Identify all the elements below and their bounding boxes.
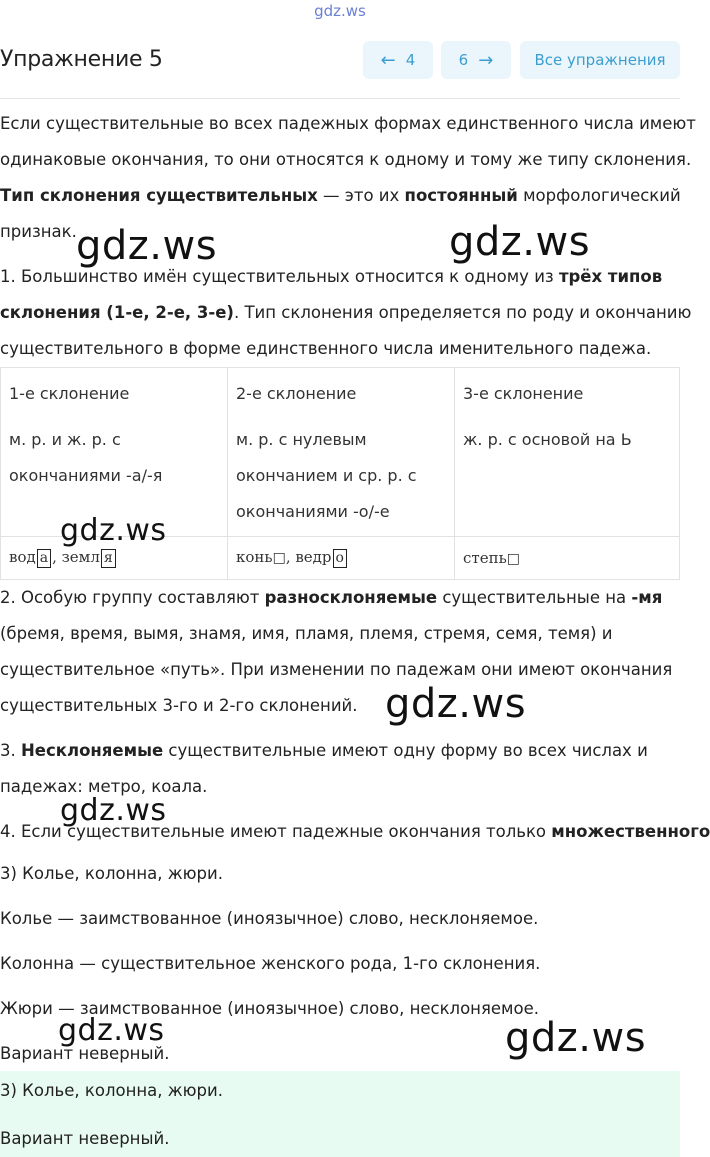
ending-box: я: [101, 549, 116, 568]
term-three-types: трёх типов: [558, 267, 663, 286]
intro-text: — это их: [317, 186, 405, 205]
rule2-line-1: [0, 580, 680, 616]
rule-text: 3.: [0, 741, 21, 760]
ending-box: о: [333, 549, 347, 568]
term-indeclinable: Несклоняемые: [21, 741, 164, 760]
rule1-line-3: существительного в форме единственного числа именительного падежа.: [0, 339, 652, 358]
table-cell-declension-3: [455, 368, 680, 537]
prev-exercise-button[interactable]: [363, 41, 433, 79]
watermark: gdz.ws: [76, 223, 218, 269]
answer-explanation-1: Колье — заимствованное (иноязычное) слово, несклоняемое.: [0, 909, 539, 928]
word-stem: ведр: [295, 548, 332, 566]
term-mya: -мя: [631, 588, 663, 607]
watermark: gdz.ws: [58, 1013, 165, 1048]
answer-option: 3) Колье, колонна, жюри.: [0, 864, 223, 883]
declension-1-heading: 1-е склонение: [9, 384, 130, 403]
intro-line-4: признак.: [0, 222, 77, 241]
exercise-header: [0, 41, 680, 81]
table-cell-example-3: [455, 537, 680, 580]
rule2-line-3: существительное «путь». При изменении по падежам они имеют окончания: [0, 660, 673, 679]
table-cell-declension-2: [228, 368, 455, 537]
zero-ending-icon: □: [506, 551, 520, 567]
table-cell-example-2: [228, 537, 455, 580]
watermark: gdz.ws: [60, 513, 167, 548]
intro-line-1: Если существительные во всех падежных формах единственного числа имеют: [0, 114, 696, 133]
answer-verdict: Вариант неверный.: [0, 1044, 170, 1063]
answer-explanation-3: Жюри — заимствованное (иноязычное) слово, несклоняемое.: [0, 999, 539, 1018]
next-exercise-button[interactable]: [441, 41, 511, 79]
rule2-line-2: (бремя, время, вымя, знамя, имя, пламя, племя, стремя, семя, темя) и: [0, 624, 613, 643]
prev-exercise-label: 4: [405, 51, 416, 69]
zero-ending-icon: □: [272, 550, 286, 566]
site-logo-link[interactable]: gdz.ws: [314, 2, 366, 20]
term-declensions: склонения (1-е, 2-е, 3-е): [0, 303, 234, 322]
declension-2-desc: окончаниями -о/-е: [236, 502, 390, 521]
intro-line-2: одинаковые окончания, то они относятся к одному и тому же типу склонения.: [0, 150, 692, 169]
declension-2-desc: окончанием и ср. р. с: [236, 466, 417, 485]
rule2-line-4: существительных 3-го и 2-го склонений.: [0, 696, 358, 715]
word-stem: вод: [9, 548, 36, 566]
term-plural: множественного: [551, 822, 710, 841]
intro-line-3: [0, 178, 680, 214]
term-declension-type: Тип склонения существительных: [0, 186, 318, 205]
watermark: gdz.ws: [449, 219, 591, 265]
arrow-right-icon: →: [478, 49, 494, 71]
page-title: Упражнение 5: [0, 47, 163, 72]
header-divider: [0, 98, 680, 99]
term-heteroclitic: разносклоняемые: [264, 588, 438, 607]
rule3-line-1: [0, 733, 680, 769]
rule3-line-2: падежах: метро, коала.: [0, 777, 208, 796]
watermark: gdz.ws: [60, 793, 167, 828]
declension-3-desc: ж. р. с основой на Ь: [463, 430, 632, 449]
rule1-line-2: [0, 295, 692, 331]
declension-table: [0, 367, 680, 580]
rule-text: . Тип склонения определяется по роду и окончанию: [233, 303, 692, 322]
declension-2-desc: м. р. с нулевым: [236, 430, 367, 449]
declension-2-heading: 2-е склонение: [236, 384, 357, 403]
watermark: gdz.ws: [385, 681, 527, 727]
summary-verdict: Вариант неверный.: [0, 1129, 170, 1148]
word-stem: конь: [236, 548, 273, 566]
rule-text: 2. Особую группу составляют: [0, 588, 265, 607]
table-cell-declension-1: [1, 368, 228, 537]
ending-box: а: [37, 549, 51, 568]
intro-text: морфологический: [517, 186, 681, 205]
watermark: gdz.ws: [505, 1015, 647, 1061]
word-stem: земл: [61, 548, 100, 566]
next-exercise-label: 6: [458, 51, 469, 69]
rule-text: 1. Большинство имён существительных относится к одному из: [0, 267, 559, 286]
arrow-left-icon: ←: [380, 49, 396, 71]
answer-summary-box: [0, 1071, 680, 1157]
summary-option: 3) Колье, колонна, жюри.: [0, 1081, 223, 1100]
all-exercises-button[interactable]: Все упражнения: [520, 41, 680, 79]
separator: ,: [52, 548, 62, 566]
declension-1-desc: окончаниями -а/-я: [9, 466, 163, 485]
separator: ,: [285, 548, 296, 566]
rule-text: существительные на: [437, 588, 632, 607]
declension-3-heading: 3-е склонение: [463, 384, 584, 403]
word-stem: степь: [463, 549, 507, 567]
answer-explanation-2: Колонна — существительное женского рода, 1-го склонения.: [0, 954, 541, 973]
rule-text: существительные имеют одну форму во всех числах и: [163, 741, 648, 760]
term-constant: постоянный: [404, 186, 518, 205]
rule-text: 4. Если существительные имеют падежные окончания только: [0, 822, 552, 841]
declension-1-desc: м. р. и ж. р. с: [9, 430, 121, 449]
